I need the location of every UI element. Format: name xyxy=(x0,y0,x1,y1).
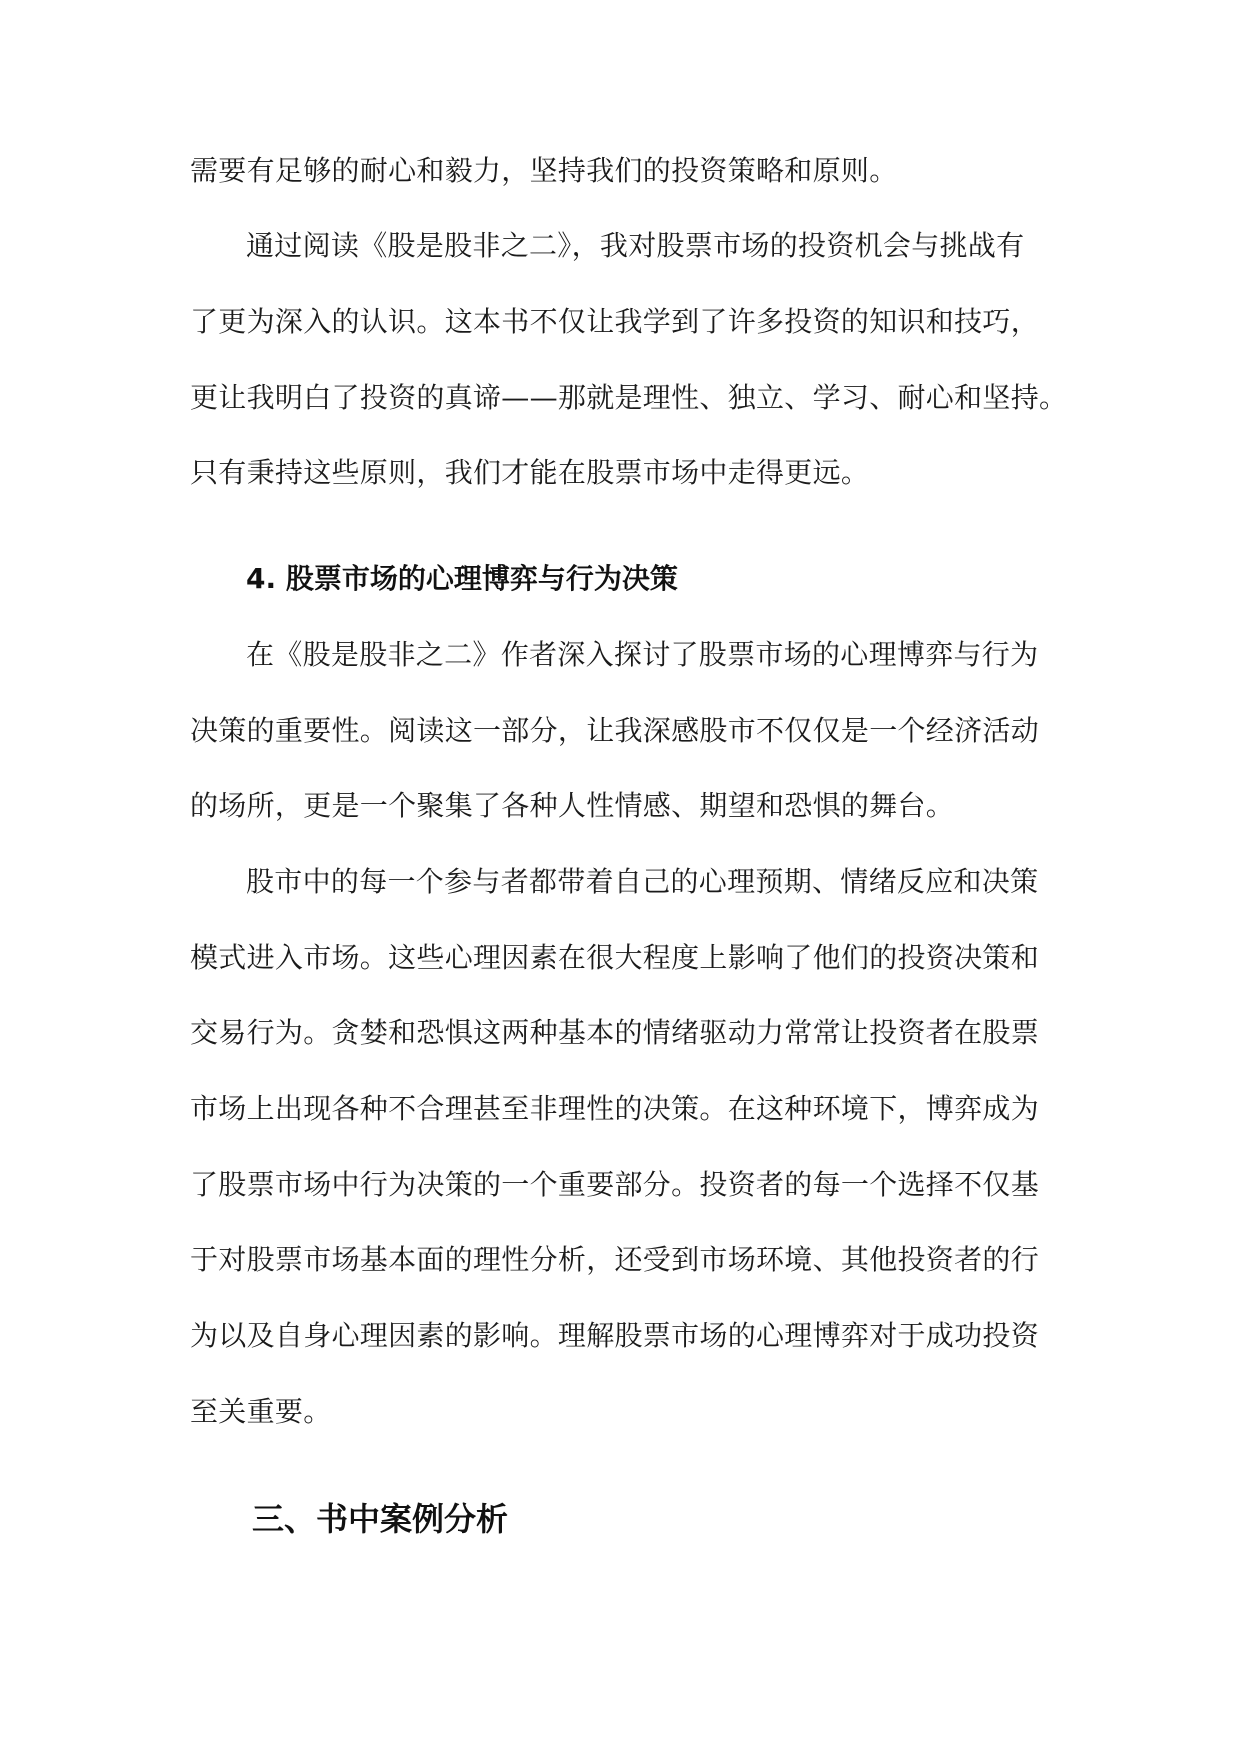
paragraph-line: 模式进入市场。这些心理因素在很大程度上影响了他们的投资决策和 xyxy=(190,941,1040,974)
paragraph-line: 于对股票市场基本面的理性分析，还受到市场环境、其他投资者的行 xyxy=(190,1243,1040,1276)
section-title: 三、书中案例分析 xyxy=(252,1500,509,1538)
paragraph-line: 至关重要。 xyxy=(190,1395,332,1428)
paragraph-line: 通过阅读《股是股非之二》，我对股票市场的投资机会与挑战有 xyxy=(246,229,1025,262)
paragraph-line: 更让我明白了投资的真谛——那就是理性、独立、学习、耐心和坚持。 xyxy=(190,381,1068,414)
paragraph-line: 股市中的每一个参与者都带着自己的心理预期、情绪反应和决策 xyxy=(246,865,1039,898)
paragraph-line: 的场所，更是一个聚集了各种人性情感、期望和恐惧的舞台。 xyxy=(190,789,955,822)
paragraph-line: 需要有足够的耐心和毅力，坚持我们的投资策略和原则。 xyxy=(190,154,898,187)
paragraph-line: 决策的重要性。阅读这一部分，让我深感股市不仅仅是一个经济活动 xyxy=(190,714,1040,747)
paragraph-line: 了更为深入的认识。这本书不仅让我学到了许多投资的知识和技巧， xyxy=(190,305,1040,338)
paragraph-line: 为以及自身心理因素的影响。理解股票市场的心理博弈对于成功投资 xyxy=(190,1319,1040,1352)
paragraph-line: 了股票市场中行为决策的一个重要部分。投资者的每一个选择不仅基 xyxy=(190,1168,1040,1201)
paragraph-line: 交易行为。贪婪和恐惧这两种基本的情绪驱动力常常让投资者在股票 xyxy=(190,1016,1040,1049)
paragraph-line: 在《股是股非之二》作者深入探讨了股票市场的心理博弈与行为 xyxy=(246,638,1039,671)
subsection-heading: 4. 股票市场的心理博弈与行为决策 xyxy=(246,562,678,595)
paragraph-line: 只有秉持这些原则，我们才能在股票市场中走得更远。 xyxy=(190,456,870,489)
paragraph-line: 市场上出现各种不合理甚至非理性的决策。在这种环境下，博弈成为 xyxy=(190,1092,1040,1125)
